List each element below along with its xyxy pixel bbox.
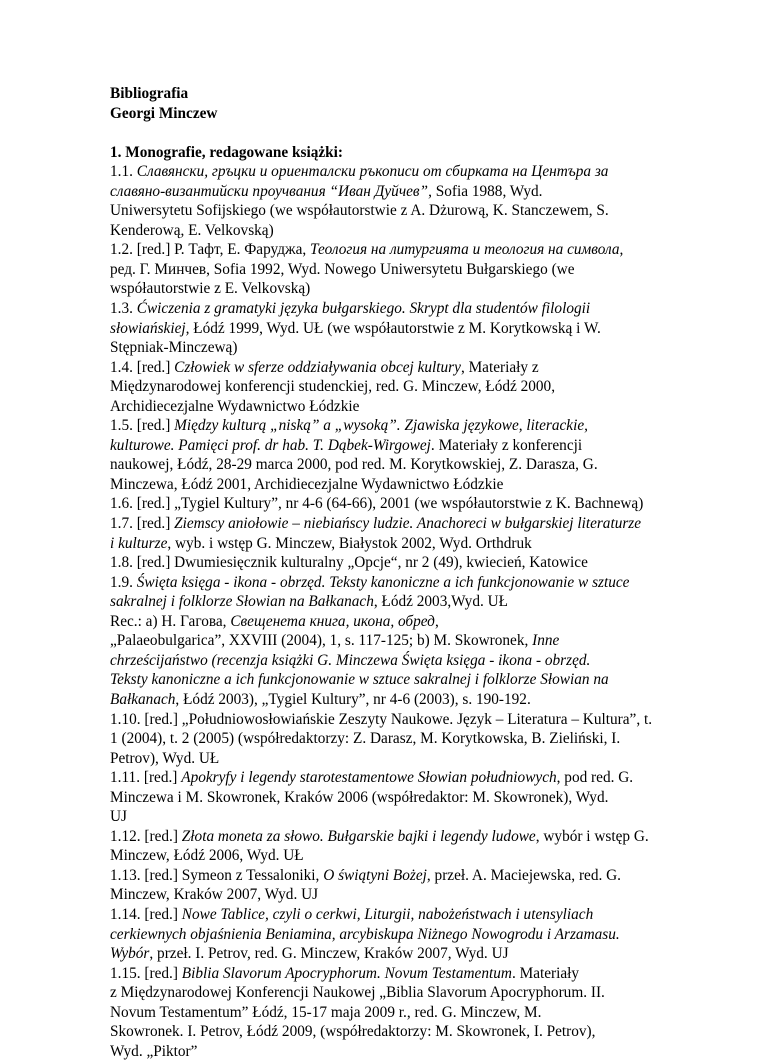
bibliography-entry [110, 573, 728, 710]
bibliography-entry [110, 905, 728, 964]
entry-text: 1.9. [110, 573, 137, 591]
spacer [110, 123, 728, 143]
entry-text: 1.5. [red.] [110, 417, 175, 435]
entry-text: Łódź 1999, Wyd. UŁ (we współautorstwie z M. Korytkowską i W. Stępniak-Minczewą) [110, 319, 601, 357]
document-title [110, 84, 728, 123]
entry-text: , przeł. A. Maciejewska, red. G. Minczew, Kraków 2007, Wyd. UJ [110, 866, 622, 904]
entry-title-text: Złota moneta za słowo. Bułgarskie bajki i legendy ludowe [181, 827, 536, 845]
entry-text: 1.6. [red.] „Tygiel Kultury”, nr 4-6 (64-66), 2001 (we współautorstwie z K. Bachnewą) [110, 495, 644, 513]
bibliography-entry [110, 964, 728, 1061]
entry-text: , wyb. i wstęp G. Minczew, Białystok 2002, Wyd. Orthdruk [167, 534, 532, 552]
entry-text: 1.2. [red.] Р. Тафт, Е. Фаруджа, [110, 241, 311, 259]
bibliography-entry [110, 866, 728, 905]
entry-title-text: Теология на литургията и теология на символа, [310, 241, 624, 259]
entry-title-text: Свещенета книга, икона, обред [230, 612, 435, 630]
entry-text: , przeł. I. Petrov, red. G. Minczew, Kraków 2007, Wyd. UJ [149, 945, 509, 963]
entry-text: , wybór i wstęp G. Minczew, Łódź 2006, Wyd. UŁ [110, 827, 649, 865]
entry-text: 1.4. [red.] [110, 358, 175, 376]
bibliography-entry [110, 768, 728, 827]
entry-text: 1.8. [red.] Dwumiesięcznik kulturalny „Opcje“, nr 2 (49), kwiecień, Katowice [110, 554, 588, 572]
bibliography-entry [110, 358, 728, 417]
bibliography-entry [110, 827, 728, 866]
entry-text: , Materiały z Międzynarodowej konferencji studenckiej, red. G. Minczew, Łódź 2000, Archidiecezjalne Wydawnictwo Łódzkie [110, 358, 556, 415]
title-line-bibliografia: Bibliografia [110, 85, 189, 102]
entry-text: 1.3. [110, 300, 137, 318]
entry-text: 1.15. [red.] [110, 964, 182, 982]
bibliography-entry [110, 553, 728, 573]
entry-title-text: Biblia Slavorum Apocryphorum. Novum Testamentum [181, 964, 512, 982]
entry-text: . Materiały z konferencji naukowej, Łódź, 28-29 marca 2000, pod red. M. Korytkowskiej, Z. Darasza, G. Minczewa, Łódź 2001, Archidiecezjalne Wydawnictwo Łódzkie [110, 436, 598, 493]
entry-title-text: O świątyni Bożej [323, 866, 427, 884]
entry-text: 1.13. [red.] Symeon z Tessaloniki, [110, 866, 324, 884]
entry-title-text: Славянски, гръцки и ориенталски ръкописи от сбирката на Центъра за славяно-византийски проучвания “Иван Дуйчев”, [110, 163, 609, 200]
entry-title-text: Ziemscy aniołowie – niebiańscy ludzie. Anachoreci w bułgarskiej literaturze i kulturze [110, 515, 642, 552]
bibliography-entry [110, 162, 728, 240]
bibliography-entry [110, 299, 728, 358]
bibliography-entry [110, 494, 728, 514]
entry-text: Sofia 1988, Wyd. Uniwersytetu Sofijskiego (we współautorstwie z A. Dżurową, K. Stanczewem, S. Kenderową, E. Velkovską) [110, 182, 609, 239]
entry-text: 1.1. [110, 163, 137, 181]
entry-text: 1.12. [red.] [110, 827, 182, 845]
title-line-author: Georgi Minczew [110, 104, 218, 122]
bibliography-list [110, 162, 728, 1061]
entry-text: 1.14. [red.] [110, 905, 182, 923]
entry-text: 1.11. [red.] [110, 769, 182, 787]
entry-text: , Łódź 2003), „Tygiel Kultury”, nr 4-6 (2003), s. 190-192. [175, 690, 531, 708]
entry-text: , Łódź 2003,Wyd. UŁ Rec.: a) Н. Гагова, [110, 593, 509, 630]
entry-title-text: Ćwiczenia z gramatyki języka bułgarskiego. Skrypt dla studentów filologii słowiańskiej, [110, 300, 591, 337]
entry-title-text: Człowiek w sferze oddziaływania obcej kultury [174, 358, 461, 376]
entry-title-text: Inne chrześcijaństwo (recenzja książki G. Minczewa Święta księga - ikona - obrzęd. Teksty kanoniczne a ich funkcjonowanie w sztuce sakralnej i folklorze Słowian na Bałkanach [110, 632, 609, 708]
bibliography-entry [110, 416, 728, 494]
entry-title-text: Między kulturą „niską” a „wysoką”. Zjawiska językowe, literackie, kulturowe. Pamięci prof. dr hab. T. Dąbek-Wirgowej [110, 417, 588, 454]
entry-title-text: Święta księga - ikona - obrzęd. Teksty kanoniczne a ich funkcjonowanie w sztuce sakralnej i folklorze Słowian na Bałkanach [110, 573, 630, 611]
bibliography-entry [110, 710, 728, 769]
section-heading: 1. Monografie, redagowane książki: [110, 143, 343, 161]
bibliography-entry [110, 514, 728, 553]
entry-text: ред. Г. Минчев, Sofia 1992, Wyd. Nowego Uniwersytetu Bułgarskiego (we współautorstwie z E. Velkovską) [110, 260, 575, 298]
entry-text: 1.10. [red.] „Południowosłowiańskie Zeszyty Naukowe. Język – Literatura – Kultura”, t. 1 (2004), t. 2 (2005) (współredaktorzy: Z. Darasz, M. Korytkowska, B. Zieliński, I. Petrov), Wyd. UŁ [110, 710, 653, 767]
bibliography-entry [110, 240, 728, 299]
entry-text: , „Palaeobulgarica”, XXVIII (2004), 1, s. 117-125; b) M. Skowronek, [110, 612, 529, 650]
entry-text: . Materiały z Międzynarodowej Konferencji Naukowej „Biblia Slavorum Apocryphorum. II. Novum Testamentum” Łódź, 15-17 maja 2009 r., red. G. Minczew, M. Skowronek. I. Petrov, Łódź 2009, (współredaktorzy: M. Skowronek, I. Petrov), Wyd. „Piktor” [110, 964, 605, 1060]
entry-title-text: Apokryfy i legendy starotestamentowe Słowian południowych [181, 769, 557, 787]
entry-title-text: Nowe Tablice, czyli o cerkwi, Liturgii, nabożeństwach i utensyliach cerkiewnych objaśnienia Beniamina, arcybiskupa Niżnego Nowogrodu i Arzamasu. Wybór [110, 905, 620, 963]
entry-text: 1.7. [red.] [110, 515, 175, 533]
entry-text: , pod red. G. Minczewa i M. Skowronek, Kraków 2006 (współredaktor: M. Skowronek), Wyd. UJ [110, 769, 634, 826]
